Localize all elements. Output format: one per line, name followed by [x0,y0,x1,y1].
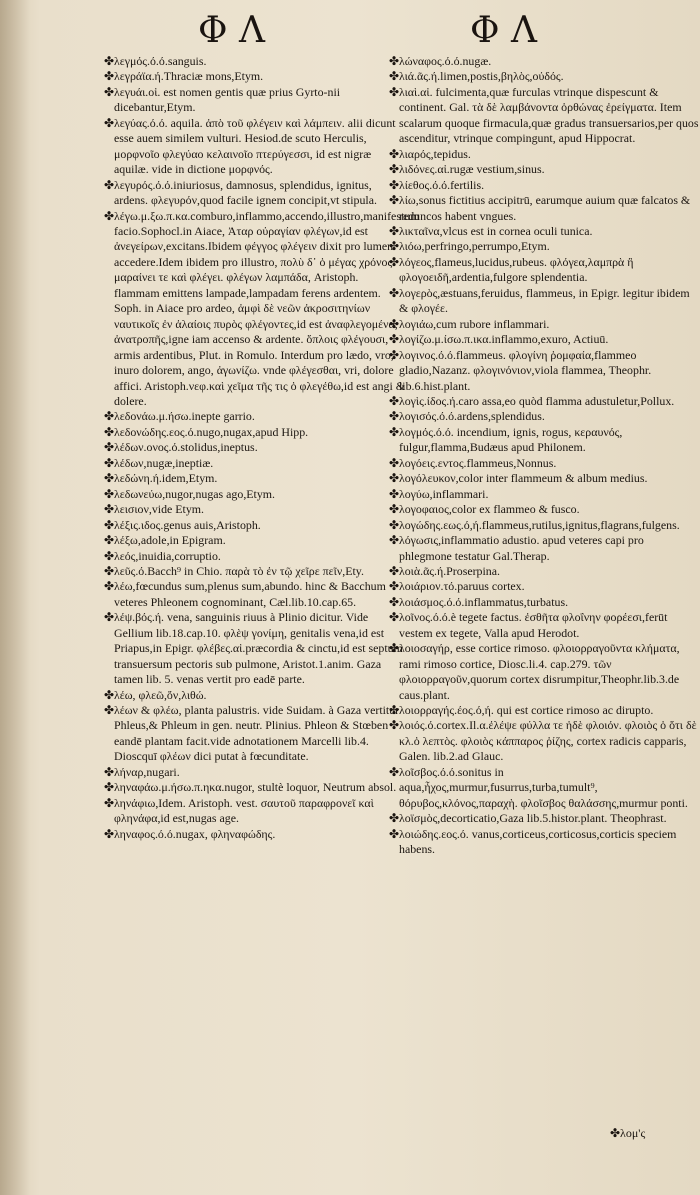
dictionary-entry: ✤λογίζω.μ.ίσω.π.ικα.inflammo,exuro, Actiuū. [389,332,609,347]
dictionary-entry: ✤λογύω,inflammari. [389,486,489,501]
dictionary-entry: ✤λιά.ᾶς.ή.limen,postis,βηλὸς,οὐδός. [389,69,564,84]
left-column [104,54,420,842]
dictionary-entry: ✤λογμός.ό.ό. incendium, ignis, rogus, κεραυνός, fulgur,flamma,Budæus apud Philonem. [389,424,623,455]
dictionary-entry: ✤λόγεος,flameus,lucidus,rubeus. φλόγεα,λαμπρὰ ἢ φλογοειδῆ,ardentia,fulgore splendentia. [389,254,634,285]
dictionary-entry: ✤λέω,fœcundus sum,plenus sum,abundo. hinc & Bacchum veteres Phleonem cognominant, Cæl.lib.10.cap.65. [104,579,386,609]
dictionary-entry: ✤λέων & φλέω, planta palustris. vide Suidam. à Gaza vertitur Phleus,& Phleum in gen. neutr. Plinius. Phleon & Stœben eandē plantam facit.vide adnotationem Marcelli lib.4. Dioscquī φλέων dici putat à fœcunditate. [104,703,400,764]
dictionary-entry: ✤λεῦς.ό.Bacch⁹ in Chio. παρὰ τὸ ἐν τῷ χεῖρε πεῖν,Ety. [104,563,364,578]
dictionary-entry: ✤λοιάσμος.ό.ό.inflammatus,turbatus. [389,594,569,609]
dictionary-entry: ✤λογισός.ό.ό.ardens,splendidus. [389,409,545,424]
dictionary-entry: ✤λίω,sonus fictitius accipitrū, earumque auium quæ falcatos & reduncos habent vngues. [389,193,691,223]
dictionary-entry: ✤λέψ.βός.ή. vena, sanguinis riuus à Plinio dicitur. Vide Gellium lib.18.cap.10. φλὲψ γονίμη, genitalis vena,id est Priapus,in Epigr. φλέβες.αἱ.præcordia & cinctu,id est septum transuersum pectoris sub pulmone, Aristot.1.anim. Gaza tamen lib. 5. venas vertit pro eadē parte. [104,610,403,687]
right-column [389,54,699,858]
dictionary-entry: ✤λεισιον,vide Etym. [104,502,205,517]
dictionary-entry: ✤λογοφαιος,color ex flammeo & fusco. [389,502,580,517]
dictionary-entry: ✤λογερὸς,æstuans,feruidus, flammeus, in Epigr. legitur ibidem & φλογέε. [389,285,690,316]
dictionary-entry: ✤λοιώδης.εος.ό. vanus,corticeus,corticosus,corticis speciem habens. [389,826,677,857]
dictionary-entry: ✤λέω, φλεῶ,ὄν,λιθώ. [104,687,207,702]
dictionary-entry: ✤λοϊσμὸς,decorticatio,Gaza lib.5.histor.plant. Theophrast. [389,811,667,826]
dictionary-entry: ✤ληναφάω.μ.ήσω.π.ηκα.nugor, stultè loquor, Neutrum absol. [104,780,397,795]
dictionary-entry: ✤λέξις.ιδος.genus auis,Aristoph. [104,517,261,532]
dictionary-entry: ✤λεδονάω.μ.ήσω.inepte garrio. [104,409,255,424]
dictionary-entry: ✤λεός,inuidia,corruptio. [104,548,221,563]
dictionary-entry: ✤λογόλευκον,color inter flammeum & album medius. [389,471,648,486]
dictionary-entry: ✤λοιοσαγήρ, esse cortice rimoso. φλοιορραγοῦντα κλήματα, rami rimoso cortice, Diosc.li.4. cap.279. τῶν φλοιορραγοῦν,quorum cortex disrumpitur,Theophr.lib.3.de caus.plant. [389,641,680,702]
dictionary-entry: ✤λιαὶ.αἱ. fulcimenta,quæ furculas vtrinque dispescunt & continent. Gal. τὰ δὲ λαμβάνοντα ὀρθώνας ἐρείγματα. Item scalarum quoque firmacula,quæ gradus transuersarios,per quos ascenditur, vtrinque compingunt, apud Hippocrat. [389,84,699,146]
dictionary-entry: ✤λώναφος.ό.ό.nugæ. [389,54,492,68]
dictionary-entry: ✤λογινος.ό.ό.flammeus. φλογίνη ῥομφαία,flammeo gladio,Nazanz. φλογινόνιον,viola flammea, Theophr. lib.6.hist.plant. [389,347,652,393]
dictionary-entry: ✤λήναρ,nugari. [104,764,180,779]
dictionary-entry: ✤λιδόνες.αἱ.rugæ vestium,sinus. [389,162,545,177]
dictionary-entry: ✤ληναφος.ό.ό.nugax, φληναφώδης. [104,826,276,841]
dictionary-entry: ✤λεδώνη.ή.idem,Etym. [104,471,218,486]
dictionary-entry: ✤λογόεις.εντος.flammeus,Nonnus. [389,455,557,470]
dictionary-entry: ✤λοιός.ό.cortex.Il.α.ἐλέψε φύλλα τε ἠδὲ φλοιόν. φλοιὸς ὁ ὅτι δὲ κλ.ὁ λεπτὸς. φλοιὸς κάππαρος ῥίζης, cortex radicis capparis, Galen. lib.2.ad Glauc. [389,718,697,764]
dictionary-entry: ✤λέξω,adole,in Epigram. [104,533,226,548]
dictionary-entry: ✤ληνάφιω,Idem. Aristoph. vest. σαυτοῦ παραφρονεῖ καὶ φληνάφα,id est,nugas age. [104,795,374,826]
dictionary-entry: ✤λογιάω,cum rubore inflammari. [389,316,550,331]
dictionary-entry: ✤λεγυρός.ό.ό.iniuriosus, damnosus, splendidus, ignitus, ardens. φλεγυρόν,quod facile ignem concipit,vt stipula. [104,177,377,208]
catchword: ✤λομ'ς [610,1126,646,1140]
dictionary-entry: ✤λεγύας.ό.ό. aquila. ἀπὸ τοῦ φλέγειν καὶ λάμπειν. alii dicunt esse auem similem vulturi. Hesiod.de scuto Herculis, μορφνοῖο φλεγύαο κελαινοῖο πτερύγεσσι, id est nigræ aquilæ. vide in dictione μορφνός. [104,115,396,177]
dictionary-entry: ✤λεγυάι.οἱ. est nomen gentis quæ prius Gyrto-nii dicebantur,Etym. [104,84,341,115]
dictionary-entry: ✤λιαρός,tepidus. [389,146,471,161]
dictionary-entry: ✤λεδωνεύω,nugor,nugas ago,Etym. [104,486,276,501]
dictionary-entry: ✤λοῖσβος.ό.ό.sonitus in aqua,ἦχος,murmur,fusurrus,turba,tumult⁹, θόρυβος,κλόνος,παραχὴ. φλοῖσβος θαλάσσης,murmur ponti. [389,764,688,810]
dictionary-entry: ✤λέδων.ονος.ό.stolidus,ineptus. [104,440,258,455]
dictionary-entry: ✤λέγω.μ.ξω.π.κα.comburo,inflammo,accendo,illustro,manifestum facio.Sophocl.in Aiace, Ἀταρ οὐραγίαν φλέγων,id est ἀνεγείρων,excitans.Ibidem φέγγος φλέγειν dixit pro lumen accedere.Idem ibidem pro illustro, πολὺ δ᾽ ὁ μέγας χρόνος μαραίνει τε καὶ φλέγει. φλέγων λαμπάδα, Aristoph. flammam emittens lampade,lampadam ferens ardentem. Soph. in Aiace pro ardeo, ἀμφὶ δὲ νεῶν ἀκροσιτηνίων ναυτικοῖς ἐν ἀλαίοις πυρὸς φλέγοντες,id est ἀναφλεγομένα, ἀνατροπῆς,igne iam accenso & ardente. ὅπλοις φλέγουσι, armis ardentibus, Plut. in Romulo. Interdum pro lædo, vro, inuro dolorem, ango, ἀγωνίζω. vnde φλέγεσθαι, vri, dolore affici. Aristoph.νεφ.καὶ χεῖμα τῆς τις ὁ φλεγέθω,id est angi & dolere. [104,208,420,408]
gutter-shadow [0,0,30,1195]
dictionary-entry: ✤λεδονώδης.εος.ό.nugo,nugax,apud Hipp. [104,424,309,439]
dictionary-entry: ✤λογώδης.εως.ό,ή.flammeus,rutilus,ignitus,flagrans,fulgens. [389,517,680,532]
dictionary-entry: ✤λοῖνος.ό.ό.è tegete factus. ἐσθῆτα φλοΐνην φορέεσι,ferūt vestem ex tegete, Valla apud Herodot. [389,610,668,640]
dictionary-entry: ✤λοιορραγής.έος.ό,ή. qui est cortice rimoso ac dirupto. [389,703,654,718]
page-header [0,10,700,52]
dictionary-entry: ✤λιόω,perfringo,perrumpo,Etym. [389,239,550,254]
dictionary-entry: ✤λοιὰ.ᾶς.ή.Proserpina. [389,563,501,578]
header-letters-right: Φ Λ [470,10,537,51]
dictionary-entry: ✤λόγωσις,inflammatio adustio. apud veteres capi pro phlegmone testatur Gal.Therap. [389,533,644,563]
header-letters-left: Φ Λ [198,10,265,51]
dictionary-entry: ✤λικταῖνα,vlcus est in cornea oculi tunica. [389,223,593,238]
dictionary-entry: ✤λεγράϊα.ή.Thraciæ mons,Etym. [104,69,264,84]
dictionary-entry: ✤λέδων,nugæ,ineptiæ. [104,455,214,470]
dictionary-entry: ✤λογὶς.ίδος.ή.caro assa,eo quòd flamma adustuletur,Pollux. [389,393,675,408]
dictionary-entry: ✤λίεθος.ό.ό.fertilis. [389,177,485,192]
dictionary-entry: ✤λοιάριον.τό.paruus cortex. [389,579,525,594]
dictionary-entry: ✤λεγμός.ό.ό.sanguis. [104,54,207,68]
